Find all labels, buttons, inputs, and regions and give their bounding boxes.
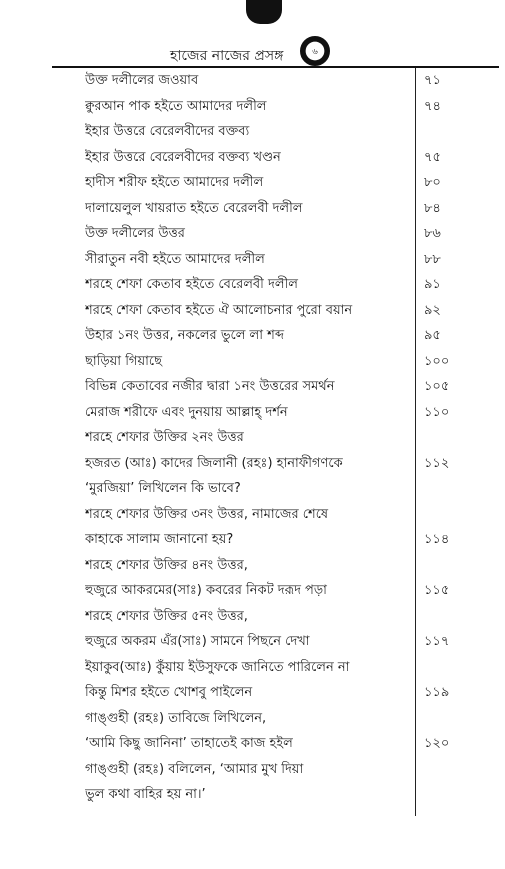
toc-title: হাদীস শরীফ হইতে আমাদের দলীল xyxy=(85,175,264,190)
toc-page: ৯১ xyxy=(424,277,441,292)
page-header xyxy=(0,26,505,66)
toc-row xyxy=(52,502,496,528)
toc-row xyxy=(52,425,496,451)
toc-row xyxy=(52,604,496,630)
toc-title: বিভিন্ন কেতাবের নজীর দ্বারা ১নং উত্তরের সমর্থন xyxy=(85,379,335,394)
toc-row xyxy=(52,145,496,171)
toc-title: শরহে শেফা কেতাব হইতে বেরেলবী দলীল xyxy=(85,277,298,292)
toc-page: ১১৯ xyxy=(424,685,450,700)
toc-title: শরহে শেফার উক্তির ৩নং উত্তর, নামাজের শেষে xyxy=(85,506,329,522)
page-edge-tab xyxy=(246,0,282,24)
toc-page: ১১৫ xyxy=(424,583,450,598)
toc-title: ভুল কথা বাহির হয় না।’ xyxy=(85,787,206,802)
toc-page: ১১৪ xyxy=(424,532,450,547)
toc-page: ৯৫ xyxy=(424,328,441,343)
toc-row xyxy=(52,527,496,553)
toc-page: ৮০ xyxy=(424,175,441,190)
toc-row xyxy=(52,323,496,349)
toc-title: শরহে শেফার উক্তির ৫নং উত্তর, xyxy=(85,608,248,624)
toc-row xyxy=(52,731,496,757)
toc-title: দালায়েলুল খায়রাত হইতে বেরেলবী দলীল xyxy=(85,200,303,216)
toc-row xyxy=(52,757,496,783)
toc-title: উক্ত দলীলের উত্তর xyxy=(85,226,185,241)
toc-row xyxy=(52,247,496,273)
toc-page: ৭১ xyxy=(424,73,441,88)
toc-row xyxy=(52,680,496,706)
toc-row xyxy=(52,170,496,196)
toc-row xyxy=(52,655,496,681)
toc-row xyxy=(52,476,496,502)
toc-title: ‘মুরজিয়া’ লিখিলেন কি ভাবে? xyxy=(85,481,241,496)
toc-title: ইয়াকুব(আঃ) কুঁয়ায় ইউসুফকে জানিতে পারিলেন না xyxy=(85,659,350,675)
toc-title: ‘আমি কিছু জানিনা’ তাহাতেই কাজ হইল xyxy=(85,736,293,751)
toc-row xyxy=(52,706,496,732)
toc-page: ১১০ xyxy=(424,404,450,420)
toc-title: কাহাকে সালাম জানানো হয়? xyxy=(85,532,234,547)
toc-page: ৭৪ xyxy=(424,98,441,114)
toc-title: শরহে শেফার উক্তির ৪নং উত্তর, xyxy=(85,557,248,573)
page-number: ৬ xyxy=(306,42,325,61)
page-number-badge xyxy=(300,36,330,66)
toc-title: হজরত (আঃ) কাদের জিলানী (রহঃ) হানাফীগণকে xyxy=(85,455,343,471)
table-of-contents xyxy=(52,68,496,808)
toc-title: সীরাতুন নবী হইতে আমাদের দলীল xyxy=(85,251,265,267)
toc-title: শরহে শেফা কেতাব হইতে ঐ আলোচনার পুরো বয়ান xyxy=(85,302,353,318)
toc-row xyxy=(52,782,496,808)
toc-page: ১০৫ xyxy=(424,379,450,394)
toc-row xyxy=(52,221,496,247)
toc-page: ১১৭ xyxy=(424,634,450,649)
toc-title: হুজুরে অকরম এঁর(সাঃ) সামনে পিছনে দেখা xyxy=(85,634,310,649)
toc-page: ৮৪ xyxy=(424,200,441,216)
toc-title: ইহার উত্তরে বেরেলবীদের বক্তব্য খণ্ডন xyxy=(85,149,281,165)
toc-row xyxy=(52,553,496,579)
toc-row xyxy=(52,578,496,604)
toc-title: উহার ১নং উত্তর, নকলের ভুলে লা শব্দ xyxy=(85,328,284,343)
toc-page: ১০০ xyxy=(424,353,450,369)
toc-title: শরহে শেফার উক্তির ২নং উত্তর xyxy=(85,430,244,445)
toc-title: ইহার উত্তরে বেরেলবীদের বক্তব্য xyxy=(85,124,250,139)
toc-row xyxy=(52,298,496,324)
toc-title: কিন্তু মিশর হইতে খোশবু পাইলেন xyxy=(85,685,253,700)
toc-row xyxy=(52,400,496,426)
toc-page: ৮৬ xyxy=(424,226,441,241)
toc-title: ক্বুরআন পাক হইতে আমাদের দলীল xyxy=(85,98,267,114)
toc-row xyxy=(52,629,496,655)
toc-title: গাঙ্গুহী (রহঃ) বলিলেন, ‘আমার মুখ দিয়া xyxy=(85,761,304,777)
toc-row xyxy=(52,119,496,145)
running-title: হাজের নাজের প্রসঙ্গ xyxy=(170,48,284,64)
toc-row xyxy=(52,374,496,400)
toc-page: ৭৫ xyxy=(424,149,441,165)
toc-row xyxy=(52,94,496,120)
toc-title: উক্ত দলীলের জওয়াব xyxy=(85,73,199,88)
toc-page: ১১২ xyxy=(424,455,450,471)
toc-title: হুজুরে আকরমের(সাঃ) কবরের নিকট দরূদ পড়া xyxy=(85,583,327,598)
toc-page: ৯২ xyxy=(424,302,441,318)
toc-row xyxy=(52,272,496,298)
toc-title: মেরাজ শরীফে এবং দুনয়ায় আল্লাহ্ দর্শন xyxy=(85,404,288,420)
toc-page: ১২০ xyxy=(424,736,450,751)
toc-row xyxy=(52,349,496,375)
toc-page: ৮৮ xyxy=(424,251,441,267)
toc-row xyxy=(52,196,496,222)
toc-row xyxy=(52,451,496,477)
toc-title: গাঙ্গুহী (রহঃ) তাবিজে লিখিলেন, xyxy=(85,710,267,726)
toc-row xyxy=(52,68,496,94)
toc-title: ছাড়িয়া গিয়াছে xyxy=(85,353,162,369)
